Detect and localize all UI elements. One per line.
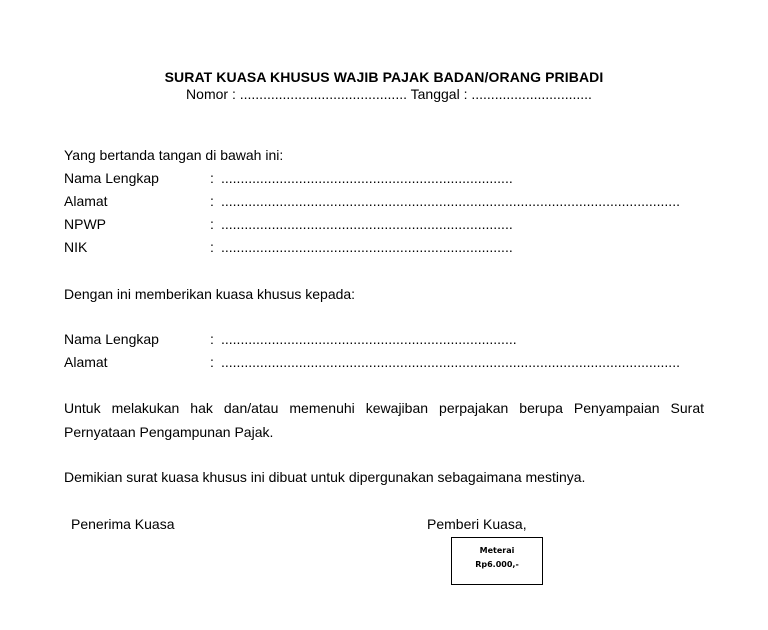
nomor-dots: ........................................... (239, 86, 407, 102)
nomor-tanggal-line (0, 86, 768, 102)
field-colon: : (210, 216, 214, 232)
field-value: ...................................................................................................................... (221, 193, 680, 209)
field-label: Alamat (64, 193, 108, 209)
field-label: NPWP (64, 216, 106, 232)
field-colon: : (210, 354, 214, 370)
stamp-title: Meterai (479, 546, 515, 555)
closing-paragraph: Demikian surat kuasa khusus ini dibuat untuk dipergunakan sebagaimana mestinya. (64, 469, 586, 485)
field-colon: : (210, 239, 214, 255)
field-value: ...................................................................................................................... (221, 354, 680, 370)
nomor-label: Nomor : (186, 86, 236, 102)
meterai-stamp-box (451, 537, 543, 585)
stamp-value: Rp6.000,- (475, 560, 519, 569)
field-value: ........................................................................... (221, 170, 513, 186)
field-label: NIK (64, 239, 88, 255)
tanggal-dots: ............................... (471, 86, 592, 102)
penerima-kuasa-label: Penerima Kuasa (71, 516, 175, 532)
field-value: ........................................................................... (221, 239, 513, 255)
field-value: ............................................................................ (221, 331, 517, 347)
purpose-paragraph: Untuk melakukan hak dan/atau memenuhi kewajiban perpajakan berupa Penyampaian Surat Pernyataan Pengampunan Pajak. (64, 400, 704, 440)
field-colon: : (210, 331, 214, 347)
pemberi-intro: Yang bertanda tangan di bawah ini: (64, 147, 284, 163)
pemberi-kuasa-label: Pemberi Kuasa, (427, 516, 527, 532)
penerima-intro: Dengan ini memberikan kuasa khusus kepada: (64, 286, 356, 302)
field-label: Nama Lengkap (64, 170, 159, 186)
field-value: ........................................................................... (221, 216, 513, 232)
field-colon: : (210, 193, 214, 209)
tanggal-label: Tanggal : (410, 86, 468, 102)
field-label: Alamat (64, 354, 108, 370)
document-title: SURAT KUASA KHUSUS WAJIB PAJAK BADAN/ORANG PRIBADI (164, 69, 604, 85)
field-colon: : (210, 170, 214, 186)
field-label: Nama Lengkap (64, 331, 159, 347)
